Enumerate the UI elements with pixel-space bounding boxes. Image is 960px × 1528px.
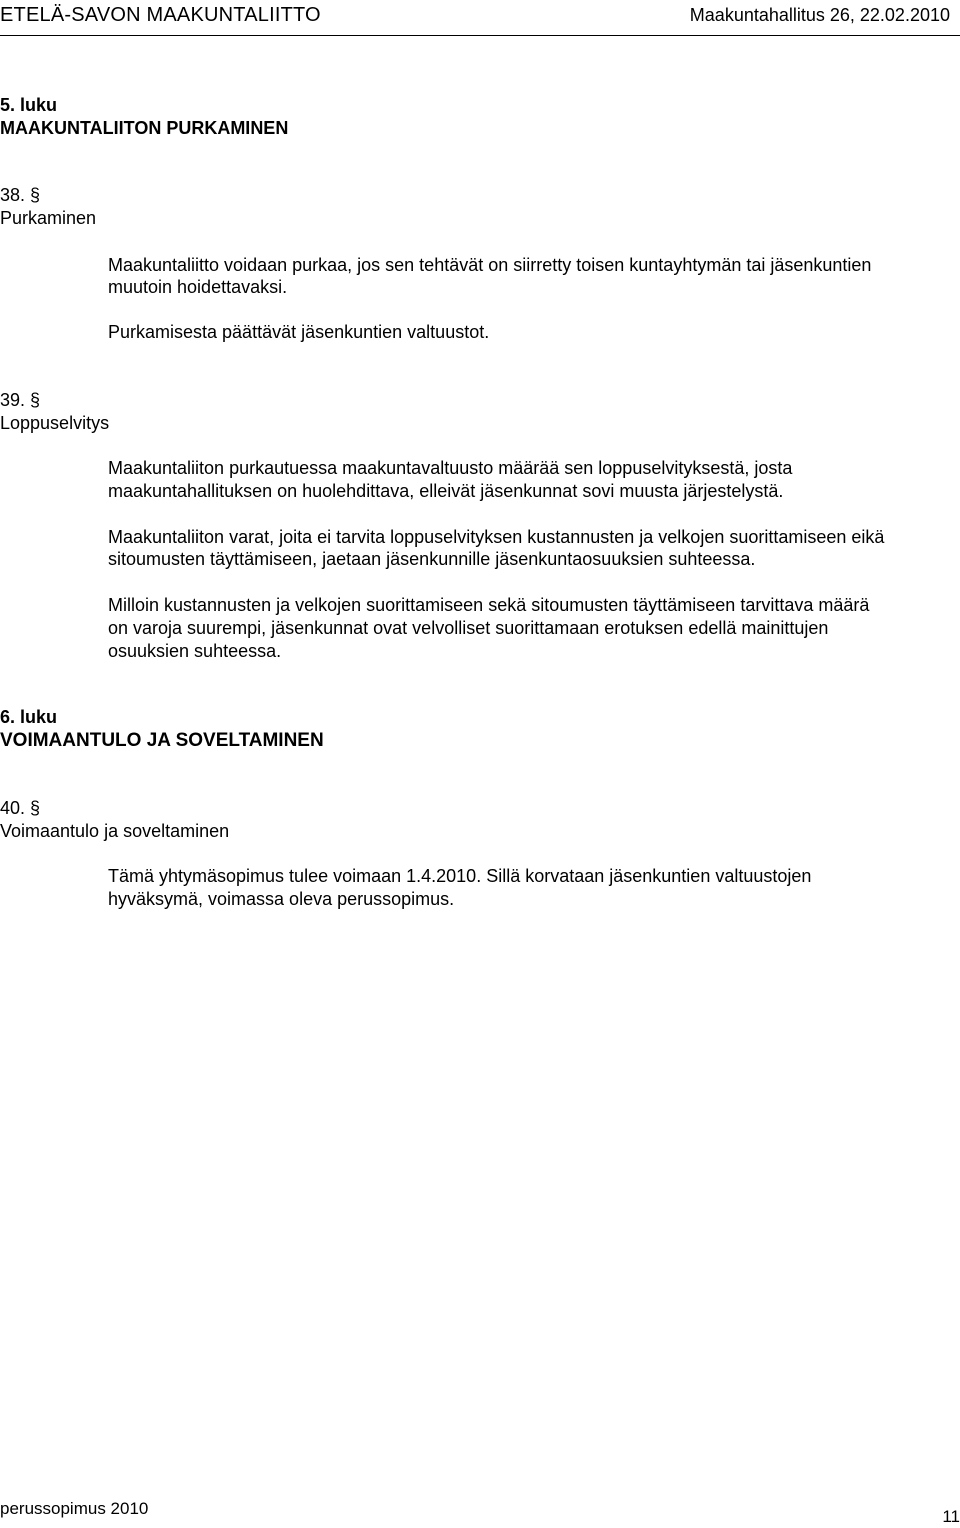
section-38-paragraph-1-line-1: Maakuntaliitto voidaan purkaa, jos sen tehtävät on siirretty toisen kuntayhtymän tai jäsenkuntien xyxy=(108,255,872,275)
chapter-5-title: MAAKUNTALIITON PURKAMINEN xyxy=(0,118,289,138)
section-39-title: Loppuselvitys xyxy=(0,413,110,433)
chapter-5-number: 5. luku xyxy=(0,95,58,115)
section-38-paragraph-2-line-1: Purkamisesta päättävät jäsenkuntien valtuustot. xyxy=(108,322,490,342)
organization-name: ETELÄ-SAVON MAAKUNTALIITTO xyxy=(0,4,321,26)
chapter-6-title: VOIMAANTULO JA SOVELTAMINEN xyxy=(0,730,324,751)
section-39-paragraph-3-line-1: Milloin kustannusten ja velkojen suorittamiseen sekä sitoumusten täyttämiseen tarvittava määrä xyxy=(108,595,870,615)
meeting-reference: Maakuntahallitus 26, 22.02.2010 xyxy=(689,5,950,25)
section-39-paragraph-1-line-1: Maakuntaliiton purkautuessa maakuntavaltuusto määrää sen loppuselvityksestä, josta xyxy=(108,458,793,478)
section-38-title: Purkaminen xyxy=(0,208,97,228)
footer-document-name: perussopimus 2010 xyxy=(0,1499,149,1518)
section-39-paragraph-2-line-1: Maakuntaliiton varat, joita ei tarvita loppuselvityksen kustannusten ja velkojen suorittamiseen eikä xyxy=(108,527,885,547)
section-39-number: 39. § xyxy=(0,390,41,410)
header-divider xyxy=(0,35,960,36)
section-39-paragraph-2-line-2: sitoumusten täyttämiseen, jaetaan jäsenkunnille jäsenkuntaosuuksien suhteessa. xyxy=(108,549,756,569)
section-40-title: Voimaantulo ja soveltaminen xyxy=(0,821,230,841)
section-39-paragraph-1-line-2: maakuntahallituksen on huolehdittava, elleivät jäsenkunnat sovi muusta järjestelystä. xyxy=(108,481,784,501)
section-38-paragraph-1-line-2: muutoin hoidettavaksi. xyxy=(108,277,288,297)
section-40-paragraph-1-line-1: Tämä yhtymäsopimus tulee voimaan 1.4.2010. Sillä korvataan jäsenkuntien valtuustojen xyxy=(108,866,812,886)
section-40-paragraph-1-line-2: hyväksymä, voimassa oleva perussopimus. xyxy=(108,889,455,909)
page-number: 11 xyxy=(942,1507,960,1526)
chapter-6-number: 6. luku xyxy=(0,707,58,727)
section-40-number: 40. § xyxy=(0,798,41,818)
section-39-paragraph-3-line-3: osuuksien suhteessa. xyxy=(108,641,282,661)
section-38-number: 38. § xyxy=(0,185,41,205)
section-39-paragraph-3-line-2: on varoja suurempi, jäsenkunnat ovat velvolliset suorittamaan erotuksen edellä mainittujen xyxy=(108,618,829,638)
page-header xyxy=(0,4,960,28)
